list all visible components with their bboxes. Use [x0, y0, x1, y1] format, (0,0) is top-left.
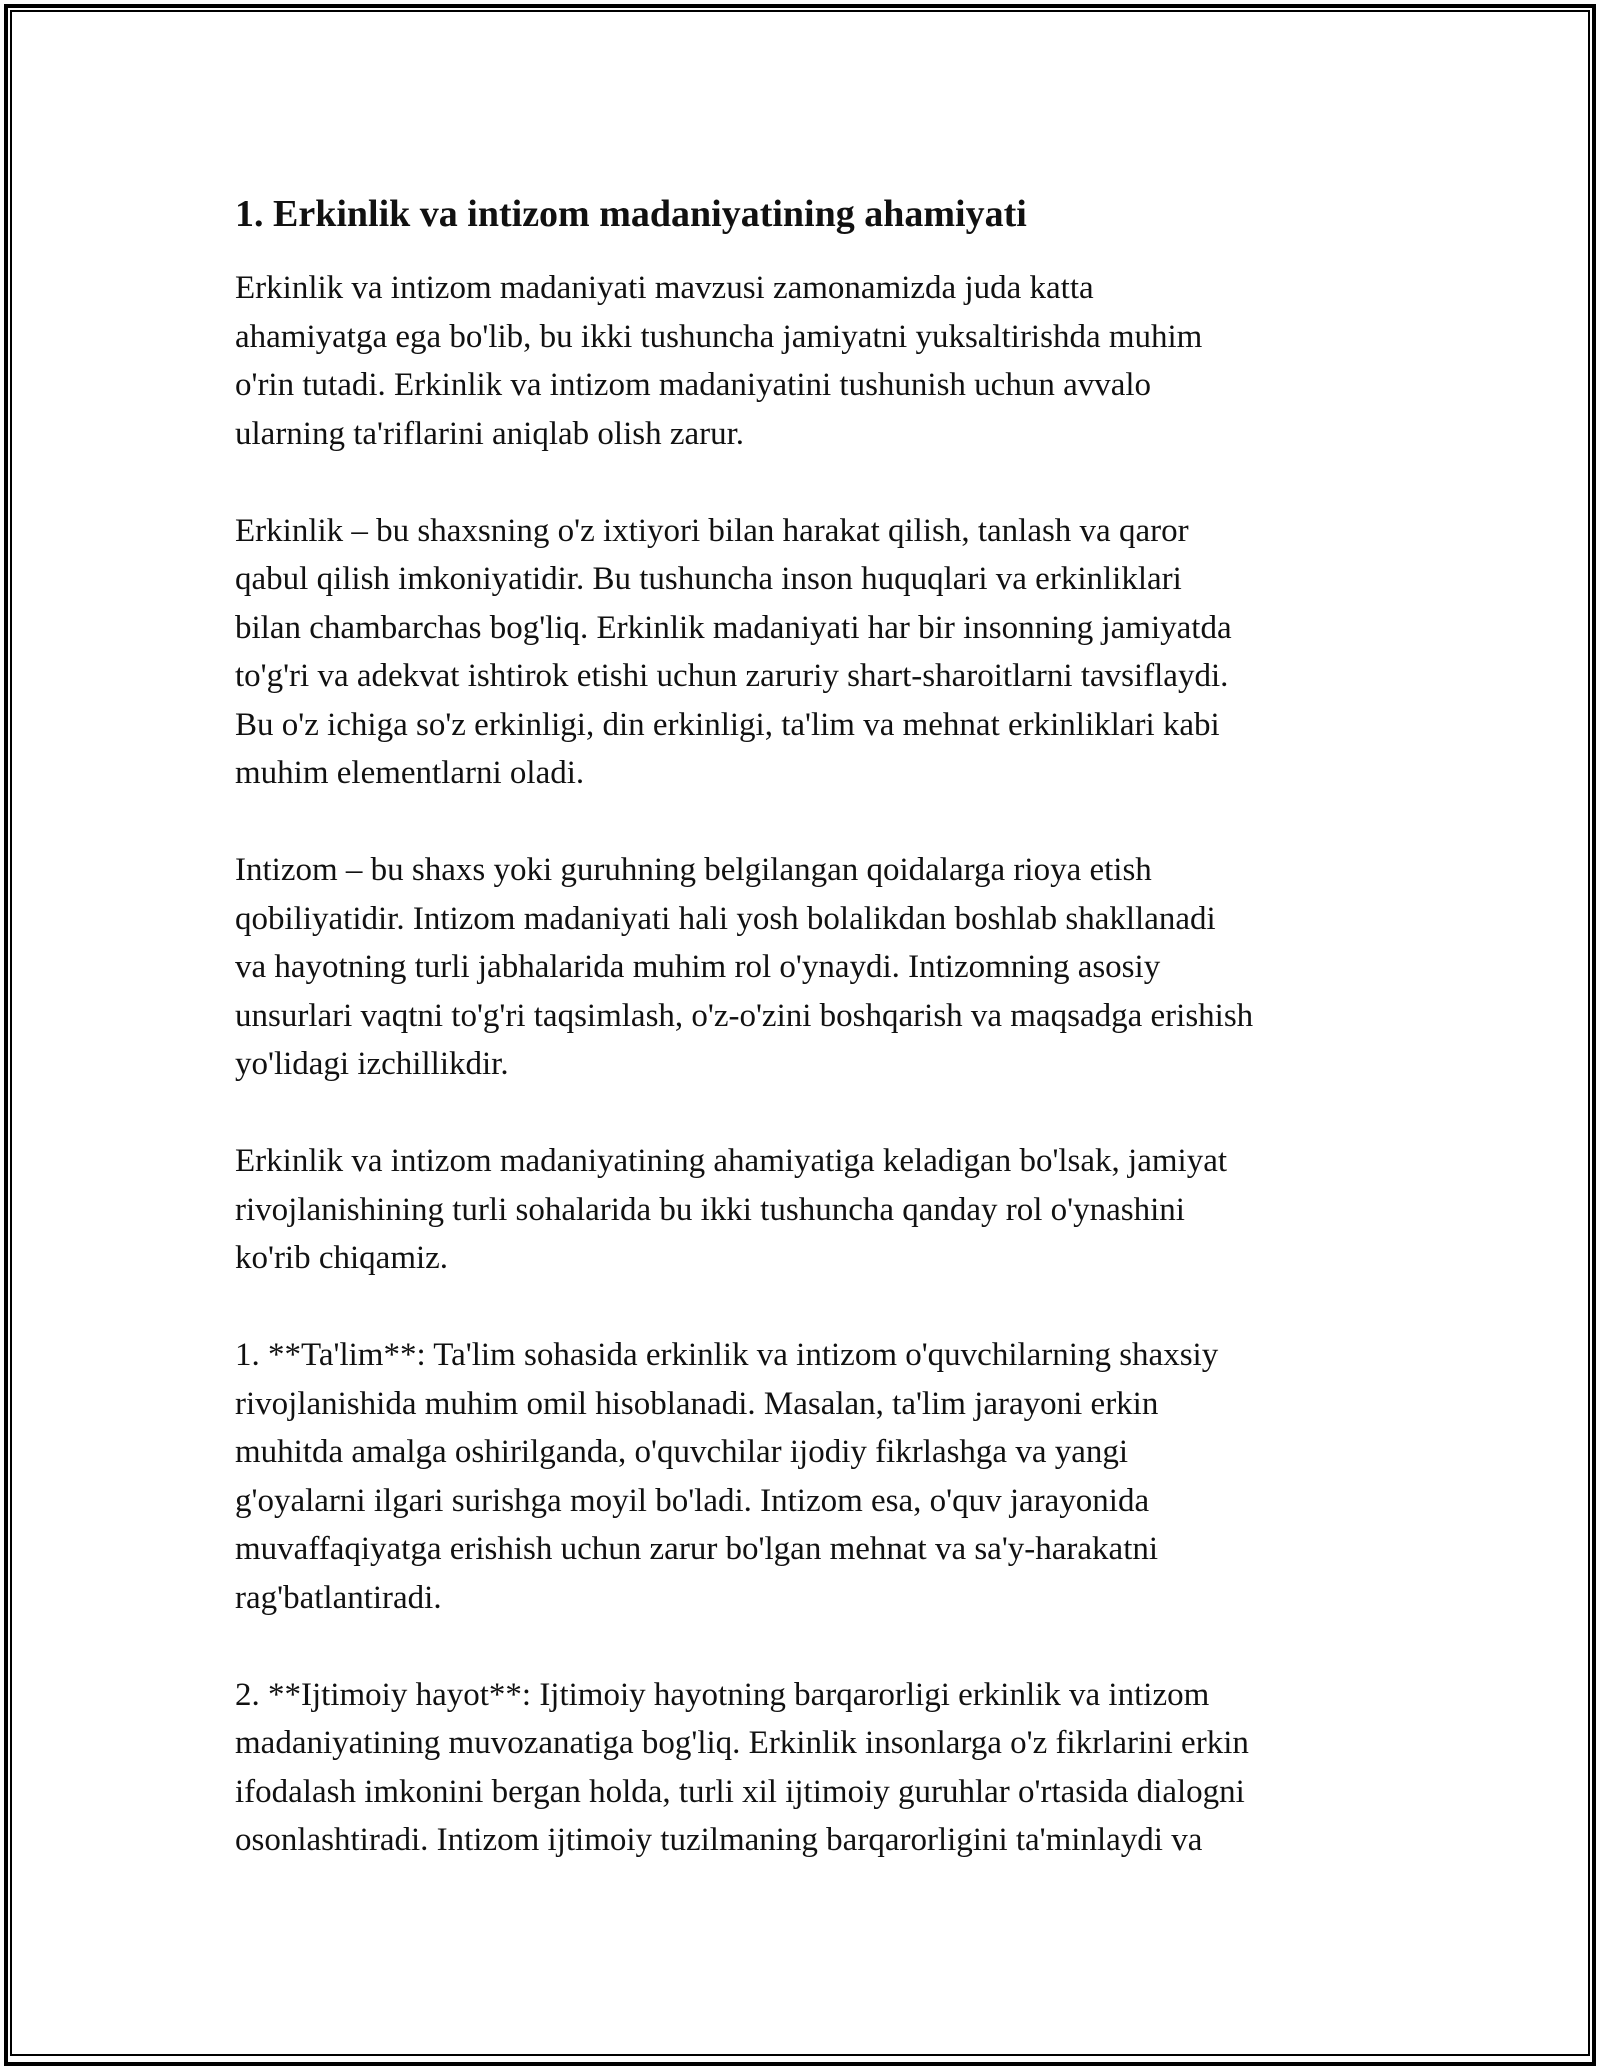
paragraph-line: bilan chambarchas bog'liq. Erkinlik madaniyati har bir insonning jamiyatda: [235, 609, 1232, 646]
paragraph-line: Erkinlik va intizom madaniyatining ahamiyatiga keladigan bo'lsak, jamiyat: [235, 1143, 1228, 1179]
paragraph-line: Erkinlik – bu shaxsning o'z ixtiyori bilan harakat qilish, tanlash va qaror: [235, 512, 1189, 549]
paragraph-line: 2. **Ijtimoiy hayot**: Ijtimoiy hayotning barqarorligi erkinlik va intizom: [235, 1676, 1210, 1713]
paragraph: [235, 1331, 1385, 1622]
paragraph-line: to'g'ri va adekvat ishtirok etishi uchun zaruriy shart-sharoitlarni tavsiflaydi.: [235, 658, 1229, 694]
paragraph-line: ifodalash imkonini bergan holda, turli xil ijtimoiy guruhlar o'rtasida dialogni: [235, 1773, 1245, 1810]
paragraph-line: g'oyalarni ilgari surishga moyil bo'ladi. Intizom esa, o'quv jarayonida: [235, 1482, 1150, 1519]
paragraph-line: unsurlari vaqtni to'g'ri taqsimlash, o'z-o'zini boshqarish va maqsadga erishish: [235, 997, 1254, 1034]
paragraph-line: ularning ta'riflarini aniqlab olish zarur.: [235, 415, 745, 452]
paragraph: [235, 1137, 1385, 1283]
paragraph: [235, 1671, 1385, 1865]
paragraph-line: Bu o'z ichiga so'z erkinligi, din erkinligi, ta'lim va mehnat erkinliklari kabi: [235, 706, 1220, 743]
document-body: [235, 190, 1385, 1865]
paragraph-line: o'rin tutadi. Erkinlik va intizom madaniyatini tushunish uchun avvalo: [235, 367, 1152, 403]
paragraph: [235, 846, 1385, 1089]
paragraph-line: qobiliyatidir. Intizom madaniyati hali yosh bolalikdan boshlab shakllanadi: [235, 900, 1216, 937]
paragraph-line: ahamiyatga ega bo'lib, bu ikki tushuncha jamiyatni yuksaltirishda muhim: [235, 318, 1203, 355]
paragraph-line: muhitda amalga oshirilganda, o'quvchilar ijodiy fikrlashga va yangi: [235, 1434, 1129, 1470]
paragraph-line: Erkinlik va intizom madaniyati mavzusi zamonamizda juda katta: [235, 270, 1094, 306]
paragraph-line: rivojlanishida muhim omil hisoblanadi. Masalan, ta'lim jarayoni erkin: [235, 1385, 1159, 1422]
paragraph-line: muhim elementlarni oladi.: [235, 755, 585, 791]
paragraph-line: rivojlanishining turli sohalarida bu ikki tushuncha qanday rol o'ynashini: [235, 1191, 1185, 1228]
paragraph-line: muvaffaqiyatga erishish uchun zarur bo'lgan mehnat va sa'y-harakatni: [235, 1531, 1159, 1567]
paragraph-line: rag'batlantiradi.: [235, 1579, 442, 1616]
paragraph-line: va hayotning turli jabhalarida muhim rol o'ynaydi. Intizomning asosiy: [235, 949, 1161, 985]
section-title: 1. Erkinlik va intizom madaniyatining ahamiyati: [235, 193, 1027, 235]
paragraph: [235, 507, 1385, 798]
paragraph: [235, 264, 1385, 458]
paragraph-line: yo'lidagi izchillikdir.: [235, 1046, 509, 1082]
paragraph-list: [235, 264, 1385, 1865]
paragraph-line: madaniyatining muvozanatiga bog'liq. Erkinlik insonlarga o'z fikrlarini erkin: [235, 1725, 1249, 1761]
paragraph-line: 1. **Ta'lim**: Ta'lim sohasida erkinlik va intizom o'quvchilarning shaxsiy: [235, 1337, 1219, 1373]
paragraph-line: ko'rib chiqamiz.: [235, 1240, 449, 1276]
paragraph-line: osonlashtiradi. Intizom ijtimoiy tuzilmaning barqarorligini ta'minlaydi va: [235, 1822, 1203, 1858]
paragraph-line: qabul qilish imkoniyatidir. Bu tushuncha inson huquqlari va erkinliklari: [235, 561, 1182, 597]
paragraph-line: Intizom – bu shaxs yoki guruhning belgilangan qoidalarga rioya etish: [235, 852, 1152, 888]
